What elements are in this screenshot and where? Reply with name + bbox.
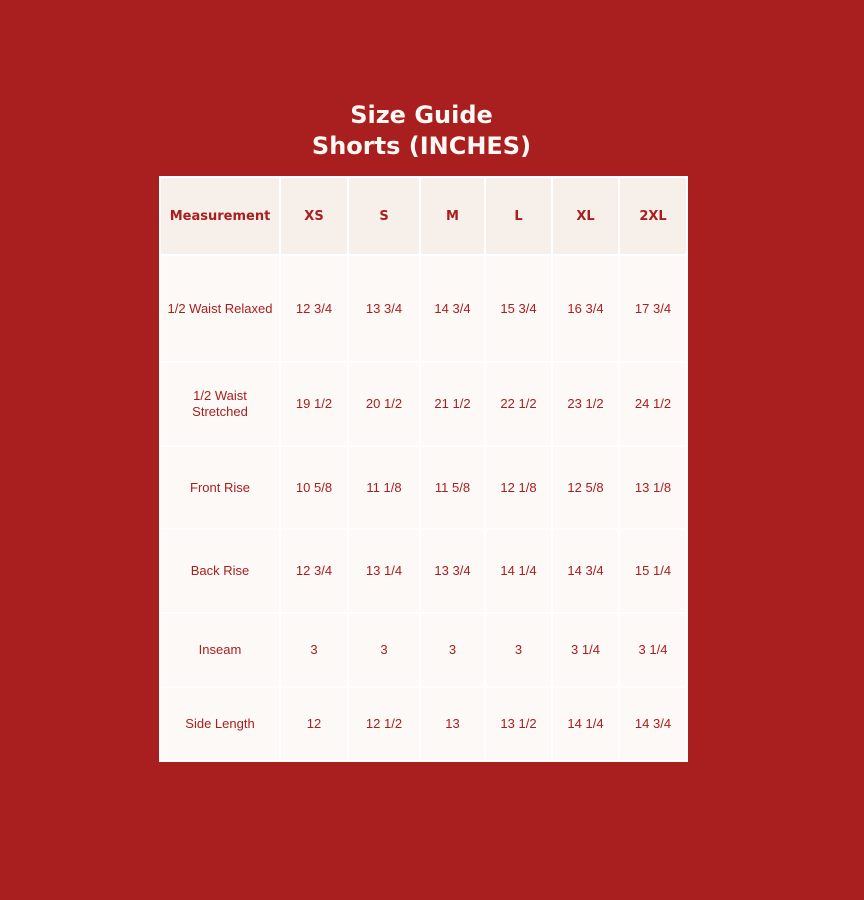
table-cell: 14 1/4 xyxy=(552,687,619,761)
table-cell: 14 3/4 xyxy=(420,255,485,362)
table-cell: 12 1/8 xyxy=(485,446,552,529)
header-size-l: L xyxy=(485,177,552,255)
page-title xyxy=(0,100,843,162)
table-cell: 24 1/2 xyxy=(619,362,687,446)
row-label: 1/2 Waist Stretched xyxy=(160,362,280,446)
header-size-s: S xyxy=(348,177,420,255)
header-size-m: M xyxy=(420,177,485,255)
table-cell: 3 1/4 xyxy=(552,613,619,687)
table-cell: 13 1/4 xyxy=(348,529,420,613)
table-row-half-waist-stretched xyxy=(160,362,687,446)
table-cell: 13 1/8 xyxy=(619,446,687,529)
table-cell: 22 1/2 xyxy=(485,362,552,446)
table-cell: 16 3/4 xyxy=(552,255,619,362)
table-cell: 14 3/4 xyxy=(619,687,687,761)
table-cell: 12 3/4 xyxy=(280,529,348,613)
header-size-xl: XL xyxy=(552,177,619,255)
table-cell: 20 1/2 xyxy=(348,362,420,446)
table-cell: 11 5/8 xyxy=(420,446,485,529)
table-cell: 13 xyxy=(420,687,485,761)
table-cell: 3 xyxy=(420,613,485,687)
table-row-half-waist-relaxed xyxy=(160,255,687,362)
size-guide-table xyxy=(159,176,688,762)
table-cell: 10 5/8 xyxy=(280,446,348,529)
table-cell: 3 xyxy=(348,613,420,687)
table-row-front-rise xyxy=(160,446,687,529)
table-cell: 15 3/4 xyxy=(485,255,552,362)
table-cell: 15 1/4 xyxy=(619,529,687,613)
row-label: Side Length xyxy=(160,687,280,761)
row-label: Inseam xyxy=(160,613,280,687)
table-cell: 19 1/2 xyxy=(280,362,348,446)
table-row-side-length xyxy=(160,687,687,761)
table-row-inseam xyxy=(160,613,687,687)
table-cell: 13 3/4 xyxy=(348,255,420,362)
title-line-1: Size Guide xyxy=(350,101,493,129)
table-cell: 17 3/4 xyxy=(619,255,687,362)
row-label: Front Rise xyxy=(160,446,280,529)
table-cell: 3 xyxy=(485,613,552,687)
table-cell: 23 1/2 xyxy=(552,362,619,446)
table-cell: 3 xyxy=(280,613,348,687)
table-cell: 11 1/8 xyxy=(348,446,420,529)
header-measurement: Measurement xyxy=(160,177,280,255)
header-size-2xl: 2XL xyxy=(619,177,687,255)
table-cell: 14 3/4 xyxy=(552,529,619,613)
table-cell: 12 5/8 xyxy=(552,446,619,529)
table-cell: 12 3/4 xyxy=(280,255,348,362)
table-cell: 12 xyxy=(280,687,348,761)
table-cell: 14 1/4 xyxy=(485,529,552,613)
header-size-xs: XS xyxy=(280,177,348,255)
table-cell: 3 1/4 xyxy=(619,613,687,687)
table-cell: 12 1/2 xyxy=(348,687,420,761)
header-row xyxy=(160,177,687,255)
row-label: 1/2 Waist Relaxed xyxy=(160,255,280,362)
table-cell: 13 3/4 xyxy=(420,529,485,613)
row-label: Back Rise xyxy=(160,529,280,613)
table-row-back-rise xyxy=(160,529,687,613)
title-line-2: Shorts (INCHES) xyxy=(311,132,532,160)
table-cell: 21 1/2 xyxy=(420,362,485,446)
table-cell: 13 1/2 xyxy=(485,687,552,761)
